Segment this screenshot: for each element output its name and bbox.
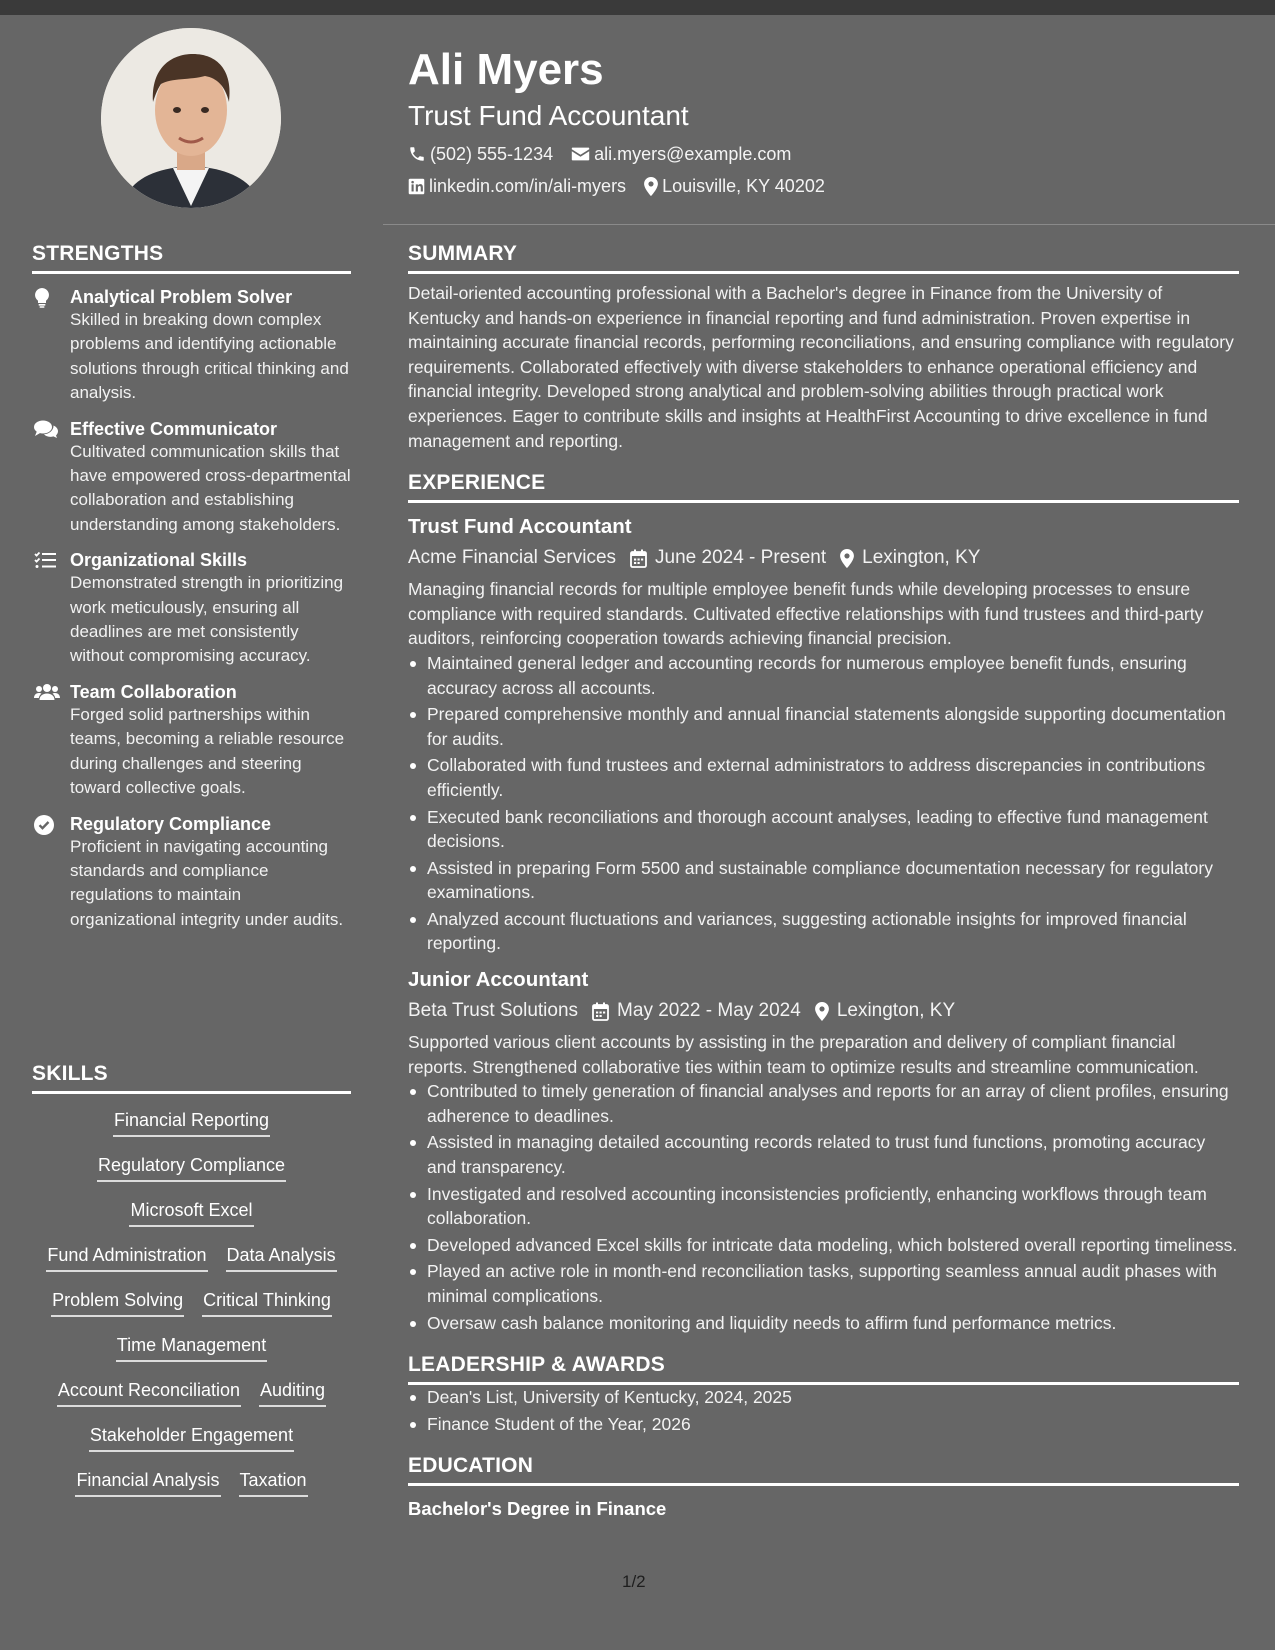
map-pin-icon <box>815 1002 829 1021</box>
email-text[interactable]: ali.myers@example.com <box>594 144 792 164</box>
job-bullet: Assisted in managing detailed accounting records related to trust fund functions, promoting accuracy and transparency. <box>408 1130 1239 1179</box>
chat-bubbles-icon <box>32 418 70 538</box>
degree-title: Bachelor's Degree in Finance <box>408 1498 667 1520</box>
job-meta <box>408 997 1239 1025</box>
task-list-icon <box>32 549 70 669</box>
job-company: Acme Financial Services <box>408 547 617 569</box>
job-bullet: Contributed to timely generation of financial analyses and reports for an array of client profiles, ensuring adherence to deadlines. <box>408 1079 1239 1128</box>
skills-heading: SKILLS <box>32 1062 351 1094</box>
strength-description: Skilled in breaking down complex problems and identifying actionable solutions through critical thinking and analysis. <box>70 310 349 403</box>
location-text: Louisville, KY 40202 <box>662 176 825 196</box>
skill-row <box>32 1198 351 1243</box>
strength-item <box>32 286 351 406</box>
job-description: Managing financial records for multiple employee benefit funds while developing processes to ensure compliance with required standards. Cultivated effective relationships with fund trustees and third-party auditors, reinforcing cooperation towards achieving financial precision. <box>408 579 1204 649</box>
strength-description: Forged solid partnerships within teams, becoming a reliable resource during challenges and steering toward collective goals. <box>70 704 345 798</box>
skill-tag: Data Analysis <box>226 1243 337 1272</box>
job-bullet: Maintained general ledger and accounting records for numerous employee benefit funds, ensuring accuracy across all accounts. <box>408 651 1239 700</box>
header-divider <box>383 224 1275 225</box>
job-bullet: Investigated and resolved accounting inconsistencies proficiently, enhancing workflows through team collaboration. <box>408 1182 1239 1231</box>
skill-row <box>32 1378 351 1423</box>
map-pin-icon <box>840 549 854 568</box>
skill-row <box>32 1153 351 1198</box>
award-list <box>408 1385 1239 1436</box>
phone-icon <box>408 145 426 163</box>
job-bullet: Executed bank reconciliations and thorough account analyses, leading to effective fund management decisions. <box>408 805 1239 854</box>
education-section <box>408 1454 1239 1522</box>
phone-text[interactable]: (502) 555-1234 <box>430 144 554 164</box>
job-location: Lexington, KY <box>836 1000 956 1022</box>
job-dates: May 2022 - May 2024 <box>617 1000 801 1022</box>
education-heading: EDUCATION <box>408 1454 1239 1486</box>
strengths-heading: STRENGTHS <box>32 242 351 274</box>
award-item: Finance Student of the Year, 2026 <box>408 1412 1239 1437</box>
page-number: 1/2 <box>622 1572 646 1591</box>
leadership-heading: LEADERSHIP & AWARDS <box>408 1353 1239 1385</box>
strength-item <box>32 681 351 801</box>
users-icon <box>32 681 70 801</box>
main-column <box>408 242 1239 1522</box>
location-contact <box>644 174 825 198</box>
job-bullet: Developed advanced Excel skills for intricate data modeling, which bolstered overall reporting timeliness. <box>408 1233 1239 1258</box>
skill-tag: Stakeholder Engagement <box>89 1423 294 1452</box>
job-company: Beta Trust Solutions <box>408 1000 579 1022</box>
job-title: Trust Fund Accountant <box>408 515 632 539</box>
skill-tag: Time Management <box>116 1333 267 1362</box>
job-bullet: Analyzed account fluctuations and variances, suggesting actionable insights for improved financial reporting. <box>408 907 1239 956</box>
skill-tag: Taxation <box>239 1468 308 1497</box>
skill-row <box>32 1288 351 1333</box>
skills-section <box>32 1062 351 1513</box>
strength-description: Proficient in navigating accounting standards and compliance regulations to maintain organizational integrity under audits. <box>70 836 344 929</box>
calendar-icon <box>592 1002 609 1021</box>
skill-tag: Financial Reporting <box>113 1108 270 1137</box>
strength-title: Team Collaboration <box>70 681 237 702</box>
skill-tag: Financial Analysis <box>75 1468 220 1497</box>
skill-tag: Microsoft Excel <box>129 1198 253 1227</box>
job-bullets <box>408 1079 1239 1335</box>
job-bullet: Played an active role in month-end reconciliation tasks, supporting seamless annual audit phases with minimal complications. <box>408 1259 1239 1308</box>
job-bullet: Prepared comprehensive monthly and annual financial statements alongside supporting documentation for audits. <box>408 702 1239 751</box>
leadership-section <box>408 1353 1239 1436</box>
skill-row <box>32 1108 351 1153</box>
job-bullet: Oversaw cash balance monitoring and liquidity needs to affirm fund performance metrics. <box>408 1311 1239 1336</box>
skill-row <box>32 1333 351 1378</box>
strength-item <box>32 549 351 669</box>
experience-heading: EXPERIENCE <box>408 471 1239 503</box>
lightbulb-icon <box>32 286 70 406</box>
map-pin-icon <box>644 177 658 196</box>
strength-title: Organizational Skills <box>70 550 248 571</box>
linkedin-text[interactable]: linkedin.com/in/ali-myers <box>429 176 627 196</box>
job-meta <box>408 544 1239 572</box>
experience-section <box>408 471 1239 1335</box>
strength-title: Regulatory Compliance <box>70 813 272 834</box>
job-dates: June 2024 - Present <box>655 547 827 569</box>
job-title: Junior Accountant <box>408 968 589 992</box>
strengths-section <box>32 242 351 932</box>
award-item: Dean's List, University of Kentucky, 2024, 2025 <box>408 1385 1239 1410</box>
check-circle-icon <box>32 813 70 933</box>
envelope-icon <box>571 146 590 162</box>
job-location: Lexington, KY <box>862 547 981 569</box>
candidate-title: Trust Fund Accountant <box>408 100 689 131</box>
phone-contact <box>408 142 553 166</box>
strength-description: Demonstrated strength in prioritizing work meticulously, ensuring all deadlines are met consistently without compromising accuracy. <box>70 573 344 666</box>
skill-tag: Auditing <box>259 1378 326 1407</box>
calendar-icon <box>630 549 647 568</box>
strength-description: Cultivated communication skills that have empowered cross-departmental collaboration and establishing understanding among stakeholders. <box>70 441 351 534</box>
skill-tag: Account Reconciliation <box>57 1378 241 1407</box>
job-bullet: Collaborated with fund trustees and external administrators to address discrepancies in contributions efficiently. <box>408 753 1239 802</box>
contact-row-1 <box>408 142 1238 166</box>
candidate-name: Ali Myers <box>408 45 604 94</box>
summary-heading: SUMMARY <box>408 242 1239 274</box>
linkedin-icon <box>408 178 425 195</box>
linkedin-contact <box>408 174 626 198</box>
skill-row <box>32 1243 351 1288</box>
strength-item <box>32 813 351 933</box>
strength-item <box>32 418 351 538</box>
job-entry <box>408 966 1239 1335</box>
summary-section <box>408 242 1239 453</box>
skill-row <box>32 1423 351 1468</box>
job-bullet: Assisted in preparing Form 5500 and sustainable compliance documentation necessary for regulatory examinations. <box>408 856 1239 905</box>
skill-tag: Regulatory Compliance <box>97 1153 286 1182</box>
profile-photo <box>101 28 281 208</box>
resume-header <box>408 40 1238 198</box>
strength-title: Effective Communicator <box>70 418 278 439</box>
contact-row-2 <box>408 174 1238 198</box>
job-entry <box>408 513 1239 956</box>
skill-row <box>32 1468 351 1513</box>
top-bar <box>0 0 1275 15</box>
skill-tag: Critical Thinking <box>202 1288 332 1317</box>
skill-tag: Fund Administration <box>46 1243 207 1272</box>
skill-tag: Problem Solving <box>51 1288 184 1317</box>
summary-text: Detail-oriented accounting professional with a Bachelor's degree in Finance from the University of Kentucky and hands-on experience in financial reporting and fund administration. Proven expertise in maintaining accurate financial records, performing reconciliations, and ensuring compliance with regulatory requirements. Collaborated effectively with diverse stakeholders to enhance operational efficiency and financial integrity. Developed strong analytical and problem-solving abilities through practical work experiences. Eager to contribute skills and insights at HealthFirst Accounting to drive excellence in fund management and reporting. <box>408 283 1234 451</box>
job-description: Supported various client accounts by assisting in the preparation and delivery of compliant financial reports. Strengthened collaborative ties within team to optimize results and streamline communication. <box>408 1032 1199 1077</box>
email-contact <box>571 142 791 166</box>
job-bullets <box>408 651 1239 956</box>
strength-title: Analytical Problem Solver <box>70 287 293 307</box>
